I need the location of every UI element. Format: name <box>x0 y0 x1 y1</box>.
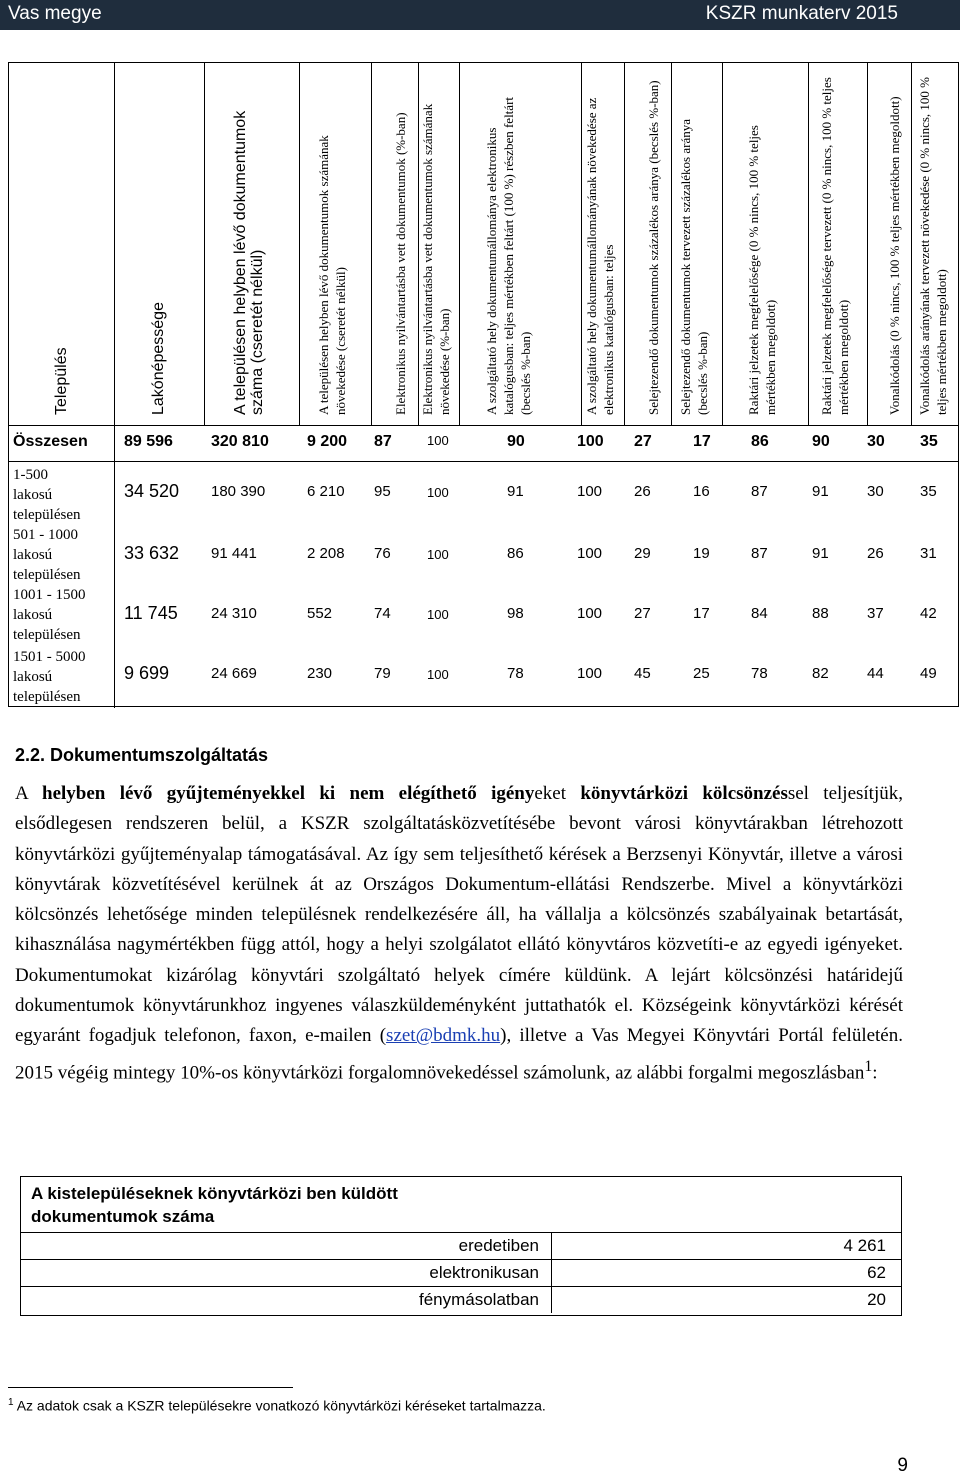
table-cell: 2 208 <box>307 545 345 562</box>
row-divider <box>9 425 958 426</box>
total-cell: 89 596 <box>124 433 173 450</box>
row-label <box>13 465 80 525</box>
total-cell: 9 200 <box>307 433 348 450</box>
table-cell: 100 <box>427 485 449 500</box>
total-cell: 17 <box>693 433 711 450</box>
total-cell: 90 <box>812 433 830 450</box>
total-cell: 86 <box>751 433 769 450</box>
table-cell: 26 <box>634 483 651 500</box>
document-count-title: A kistelepüléseknek könyvtárközi ben küldött dokumentumok száma <box>31 1184 398 1226</box>
row-label-line: 1-500 <box>13 467 48 483</box>
column-header: Selejtezendő dokumentumok százalékos aránya (becslés %-ban) <box>645 80 661 415</box>
footnote-ref[interactable]: 1 <box>864 1057 873 1075</box>
paragraph-text: ), illetve a Vas Megyei Könyvtári Portál felületén. 2015 végéig mintegy 10%-os könyvtárközi forgalomnövekedéssel számolunk, az alábbi forgalmi megoszlásban <box>15 1025 903 1083</box>
column-divider <box>808 63 809 425</box>
email-link[interactable]: szet@bdmk.hu <box>386 1025 501 1047</box>
table-cell: 82 <box>812 665 829 682</box>
row-label-line: 1001 - 1500 <box>13 587 86 603</box>
row-label <box>13 647 86 707</box>
paragraph-bold: könyvtárközi kölcsönzés <box>580 783 788 804</box>
table-cell: 86 <box>507 545 524 562</box>
section-heading: 2.2. Dokumentumszolgáltatás <box>15 745 269 765</box>
table-cell: 29 <box>634 545 651 562</box>
table-cell: 19 <box>693 545 710 562</box>
table-cell: 88 <box>812 605 829 622</box>
row-value: 4 261 <box>843 1236 886 1255</box>
column-divider <box>624 63 625 425</box>
row-label-line: településen <box>13 507 81 523</box>
table-cell: 37 <box>867 605 884 622</box>
table-cell: 95 <box>374 483 391 500</box>
table-cell: 25 <box>693 665 710 682</box>
table-cell: 100 <box>577 605 603 622</box>
document-count-table <box>20 1176 902 1316</box>
table-cell: 35 <box>920 483 937 500</box>
row-label: elektronikusan <box>429 1263 539 1282</box>
table-cell: 42 <box>920 605 937 622</box>
table-cell: 84 <box>751 605 768 622</box>
table-cell: 26 <box>867 545 884 562</box>
table-cell: 78 <box>751 665 768 682</box>
total-cell: 100 <box>427 433 449 448</box>
table-cell: 45 <box>634 665 651 682</box>
table-cell: 100 <box>427 607 449 622</box>
table-cell: 100 <box>427 547 449 562</box>
total-cell: 35 <box>920 433 938 450</box>
table-cell: 74 <box>374 605 391 622</box>
paragraph-bold: helyben lévő gyűjteményekkel ki nem elégíthető igény <box>42 783 535 804</box>
footnote-mark: 1 <box>8 1397 14 1408</box>
table-cell: 87 <box>751 483 768 500</box>
column-header: A szolgáltató hely dokumentumállományának növekedése az elektronikus katalógusban: teljes <box>583 97 616 415</box>
footnote <box>8 1397 546 1414</box>
total-cell: 27 <box>634 433 652 450</box>
paragraph-text: A <box>15 783 43 804</box>
footnote-separator <box>8 1387 293 1388</box>
row-label-line: lakosú <box>13 487 53 503</box>
table-row <box>21 1286 901 1314</box>
table-cell: 230 <box>307 665 333 682</box>
column-header: Selejtezendő dokumentumok tervezett százalékos aránya (becslés %-ban) <box>677 119 710 415</box>
total-row-label: Összesen <box>13 433 88 450</box>
total-cell: 90 <box>507 433 525 450</box>
column-header: Vonalkódolás arányának tervezett növekedése (0 % nincs, 100 % teljes mértékben megoldott) <box>916 76 949 415</box>
table-cell: 17 <box>693 605 710 622</box>
paragraph-text: sel teljesítjük, elsődlegesen rendszeren belül, a KSZR szolgáltatásközvetítésébe bevont városi könyvtárakban létrehozott könyvtárközi gyűjteményalap támogatásával. Az így sem teljesíthető kérések a Berzsenyi Könyvtár, illetve a városi könyvtárak közvetítésével kerülnek át az Országos Dokumentum-ellátási Rendszerbe. Mivel a könyvtárközi kölcsönzés lehetősége minden településnek rendelkezésére áll, ha vállalja a kölcsönzés szabályainak betartását, kihasználása nagymértékben függ attól, hogy a helyi szolgálatot ellátó könyvtáros közvetíti-e az egyedi igényeket. Dokumentumokat kizárólag könyvtári szolgáltató helyek címére küldünk. A lejárt kölcsönzési határidejű dokumentumok könyvtárunkhoz ingyenes válaszküldeményként juttathatók el. Községeink könyvtárközi kérését egyaránt fogadjuk telefonon, faxon, e-mailen ( <box>15 783 903 1047</box>
column-divider <box>867 63 868 425</box>
total-cell: 100 <box>577 433 604 450</box>
column-divider <box>371 63 372 425</box>
row-label-line: 1501 - 5000 <box>13 649 86 665</box>
table-cell: 6 210 <box>307 483 345 500</box>
row-label: eredetiben <box>458 1236 539 1255</box>
column-divider <box>114 63 115 708</box>
table-cell: 100 <box>577 665 603 682</box>
column-divider <box>911 63 912 425</box>
paragraph-text: : <box>872 1062 878 1083</box>
row-label-line: lakosú <box>13 669 53 685</box>
table-cell: 76 <box>374 545 391 562</box>
paragraph-text: eket <box>534 783 581 804</box>
column-header: Település <box>52 347 70 415</box>
table-cell: 98 <box>507 605 524 622</box>
row-label-line: lakosú <box>13 547 53 563</box>
column-divider <box>671 63 672 425</box>
total-cell: 320 810 <box>211 433 269 450</box>
column-divider <box>551 1232 552 1313</box>
header-plan-title: KSZR munkaterv 2015 <box>705 3 898 24</box>
table-cell: 27 <box>634 605 651 622</box>
column-divider <box>299 63 300 425</box>
column-divider <box>722 63 723 425</box>
row-label: fénymásolatban <box>418 1290 539 1309</box>
table-cell: 9 699 <box>124 663 170 683</box>
footnote-text: Az adatok csak a KSZR településekre vonatkozó könyvtárközi kéréseket tartalmazza. <box>16 1397 546 1414</box>
table-cell: 100 <box>427 667 449 682</box>
row-label-line: településen <box>13 627 81 643</box>
page-number: 9 <box>897 1455 908 1476</box>
column-header: Vonalkódolás (0 % nincs, 100 % teljes mértékben megoldott) <box>887 96 902 415</box>
table-cell: 180 390 <box>211 483 266 500</box>
column-divider <box>204 63 205 425</box>
table-cell: 78 <box>507 665 524 682</box>
table-cell: 31 <box>920 545 937 562</box>
body-paragraph <box>15 779 903 1088</box>
table-cell: 79 <box>374 665 391 682</box>
table-cell: 44 <box>867 665 884 682</box>
column-header: A településen helyben lévő dokumentumok számának növekedése (cseretét nélkül) <box>316 135 348 415</box>
column-header: Lakónépessége <box>150 302 167 415</box>
table-cell: 33 632 <box>124 543 180 563</box>
table-cell: 87 <box>751 545 768 562</box>
table-cell: 16 <box>693 483 710 500</box>
table-cell: 11 745 <box>124 603 178 623</box>
table-cell: 100 <box>577 483 603 500</box>
column-divider <box>459 63 460 425</box>
table-cell: 91 441 <box>211 545 257 562</box>
row-label <box>13 525 80 585</box>
column-header: Elektronikus nyilvántartásba vett dokumentumok számának növekedése (%-ban) <box>419 103 452 415</box>
row-value: 20 <box>867 1290 886 1309</box>
table-cell: 91 <box>507 483 524 500</box>
column-header: A szolgáltató hely dokumentumállománya elektronikus katalógusban: teljes mértékben feltárt (100 %) részben feltárt (becslés %-ban) <box>484 96 533 415</box>
table-row <box>21 1232 901 1260</box>
row-label-line: településen <box>13 689 81 705</box>
table-cell: 91 <box>812 545 829 562</box>
row-value: 62 <box>867 1263 886 1282</box>
row-divider <box>9 461 958 462</box>
row-label-line: lakosú <box>13 607 53 623</box>
row-label-line: településen <box>13 567 81 583</box>
table-cell: 552 <box>307 605 333 622</box>
total-cell: 87 <box>374 433 392 450</box>
page-header <box>0 0 960 30</box>
column-header: Raktári jelzetek megfelelősége (0 % nincs, 100 % teljes mértékben megoldott) <box>746 125 778 415</box>
column-header: A településen helyben lévő dokumentumok száma (cseretét nélkül) <box>231 110 266 415</box>
table-cell: 49 <box>920 665 937 682</box>
table-row <box>21 1259 901 1287</box>
table-cell: 24 310 <box>211 605 257 622</box>
column-header: Elektronikus nyilvántartásba vett dokumentumok (%-ban) <box>392 112 408 415</box>
table-cell: 91 <box>812 483 829 500</box>
header-county: Vas megye <box>8 3 102 24</box>
table-cell: 100 <box>577 545 603 562</box>
table-cell: 24 669 <box>211 665 257 682</box>
table-cell: 30 <box>867 483 884 500</box>
column-divider <box>581 63 582 425</box>
row-label <box>13 585 86 645</box>
total-cell: 30 <box>867 433 885 450</box>
row-label-line: 501 - 1000 <box>13 527 78 543</box>
column-header: Raktári jelzetek megfelelősége tervezett (0 % nincs, 100 % teljes mértékben megoldott) <box>818 77 851 415</box>
table-cell: 34 520 <box>124 481 180 501</box>
stats-table <box>8 62 959 707</box>
